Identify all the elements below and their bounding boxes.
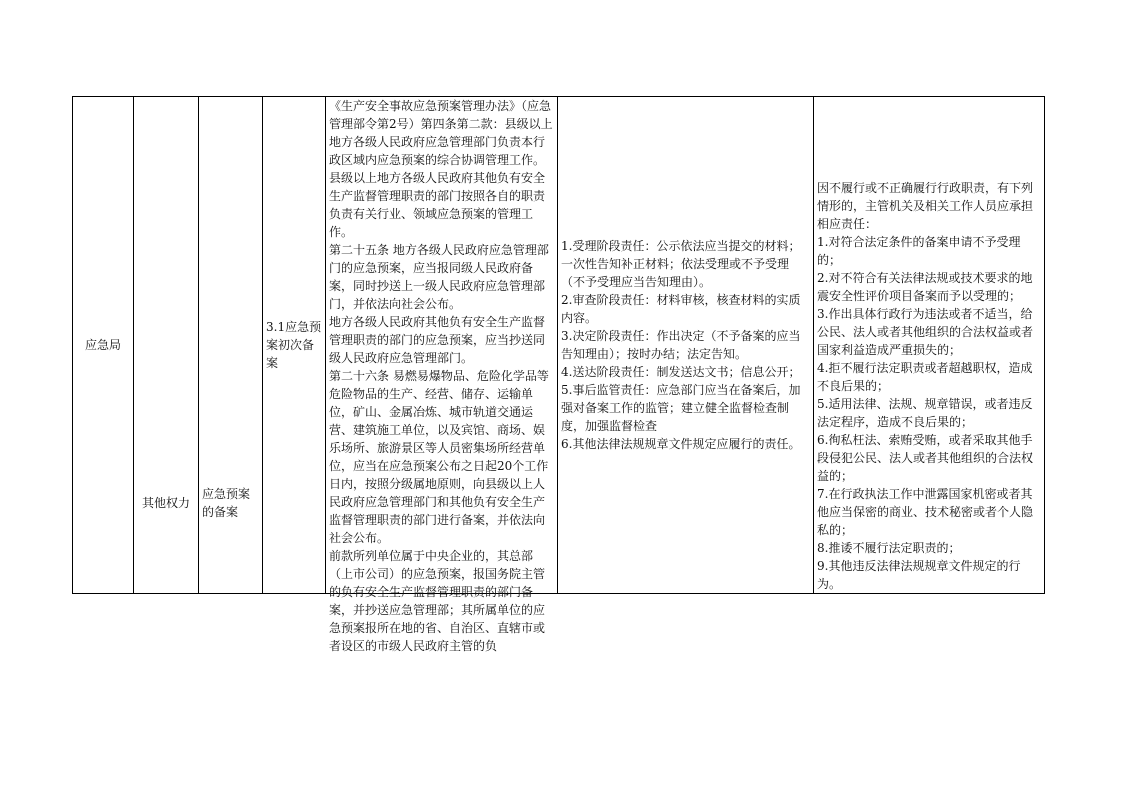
legal-basis-paragraph: 《生产安全事故应急预案管理办法》（应急管理部令第2号）第四条第二款：县级以上地方各级人民政府应急管理部门负责本行政区域内应急预案的综合协调管理工作。县级以上地方各级人民政府其他负有安全生产监督管理职责的部门按照各自的职责负责有关行业、领域应急预案的管理工作。	[329, 99, 553, 239]
accountability-item: 1.对符合法定条件的备案申请不予受理的；	[817, 235, 1021, 267]
table-row	[73, 97, 1045, 414]
item-name-text: 应急预案的备案	[202, 487, 251, 519]
accountability-item: 6.徇私枉法、索贿受贿，或者采取其他手段侵犯公民、法人或者其他组织的合法权益的；	[817, 433, 1034, 483]
department-cell	[73, 97, 134, 594]
accountability-item: 7.在行政执法工作中泄露国家机密或者其他应当保密的商业、技术秘密或者个人隐私的；	[817, 487, 1034, 537]
power-type-cell-top	[134, 97, 199, 414]
accountability-item: 4.拒不履行法定职责或者超越职权，造成不良后果的；	[817, 361, 1033, 393]
accountability-item: 2.对不符合有关法律法规或技术要求的地震安全性评价项目备案而予以受理的； 3.作出具体行政行为违法或者不适当，给公民、法人或者其他组织的合法权益或者国家利益造成严重损失的；	[817, 271, 1112, 357]
legal-basis-paragraph: 第二十五条 地方各级人民政府应急管理部门的应急预案，应当报同级人民政府备案，同时抄送上一级人民政府应急管理部门，并依法向社会公布。	[329, 243, 549, 311]
department-text: 应急局	[84, 338, 121, 352]
duty-item: 5.事后监管责任：应急部门应当在备案后，加强对备案工作的监管；建立健全监督检查制度，加强监督检查	[561, 383, 801, 433]
duty-cell	[558, 97, 814, 594]
item-name-cell-top	[199, 97, 263, 414]
duty-item: 2.审查阶段责任：材料审核，核查材料的实质内容。	[561, 293, 801, 325]
legal-basis-paragraph: 地方各级人民政府其他负有安全生产监督管理职责的部门的应急预案，应当抄送同级人民政府应急管理部门。	[329, 315, 546, 365]
duty-item: 4.送达阶段责任：制发送达文书；信息公开；	[561, 365, 801, 379]
duty-item: 6.其他法律法规规章文件规定应履行的责任。	[561, 437, 801, 451]
accountability-item: 9.其他违反法律法规规章文件规定的行为。	[817, 559, 1021, 591]
sub-item-cell	[263, 97, 326, 594]
accountability-item: 8.推诿不履行法定职责的；	[817, 541, 961, 555]
power-type-cell	[134, 413, 199, 594]
legal-basis-cell	[326, 97, 558, 653]
sub-item-text: 3.1应急预案初次备案	[266, 320, 322, 370]
item-name-cell	[199, 413, 263, 594]
power-type-text: 其他权力	[141, 496, 190, 510]
accountability-item: 5.适用法律、法规、规章错误，或者违反法定程序，造成不良后果的；	[817, 397, 1033, 429]
accountability-item: 因不履行或不正确履行行政职责，有下列情形的，主管机关及相关工作人员应承担相应责任：	[817, 181, 1034, 231]
duty-item: 1.受理阶段责任：公示依法应当提交的材料；一次性告知补正材料；依法受理或不予受理（不予受理应当告知理由）。	[561, 239, 801, 289]
legal-basis-paragraph: 前款所列单位属于中央企业的，其总部（上市公司）的应急预案，报国务院主管的负有安全生产监督管理职责的部门备案，并抄送应急管理部；其所属单位的应急预案报所在地的省、自治区、直辖市或者设区的市级人民政府主管的负	[329, 549, 546, 653]
duty-item: 3.决定阶段责任：作出决定（不予备案的应当告知理由）；按时办结；法定告知。	[561, 329, 801, 361]
power-list-table	[72, 96, 1112, 653]
accountability-cell	[814, 97, 1112, 594]
legal-basis-paragraph: 第二十六条 易燃易爆物品、危险化学品等危险物品的生产、经营、储存、运输单位，矿山、金属冶炼、城市轨道交通运营、建筑施工单位，以及宾馆、商场、娱乐场所、旅游景区等人员密集场所经营单位，应当在应急预案公布之日起20个工作日内，按照分级属地原则，向县级以上人民政府应急管理部门和其他负有安全生产监督管理职责的部门进行备案，并依法向社会公布。	[329, 369, 549, 545]
